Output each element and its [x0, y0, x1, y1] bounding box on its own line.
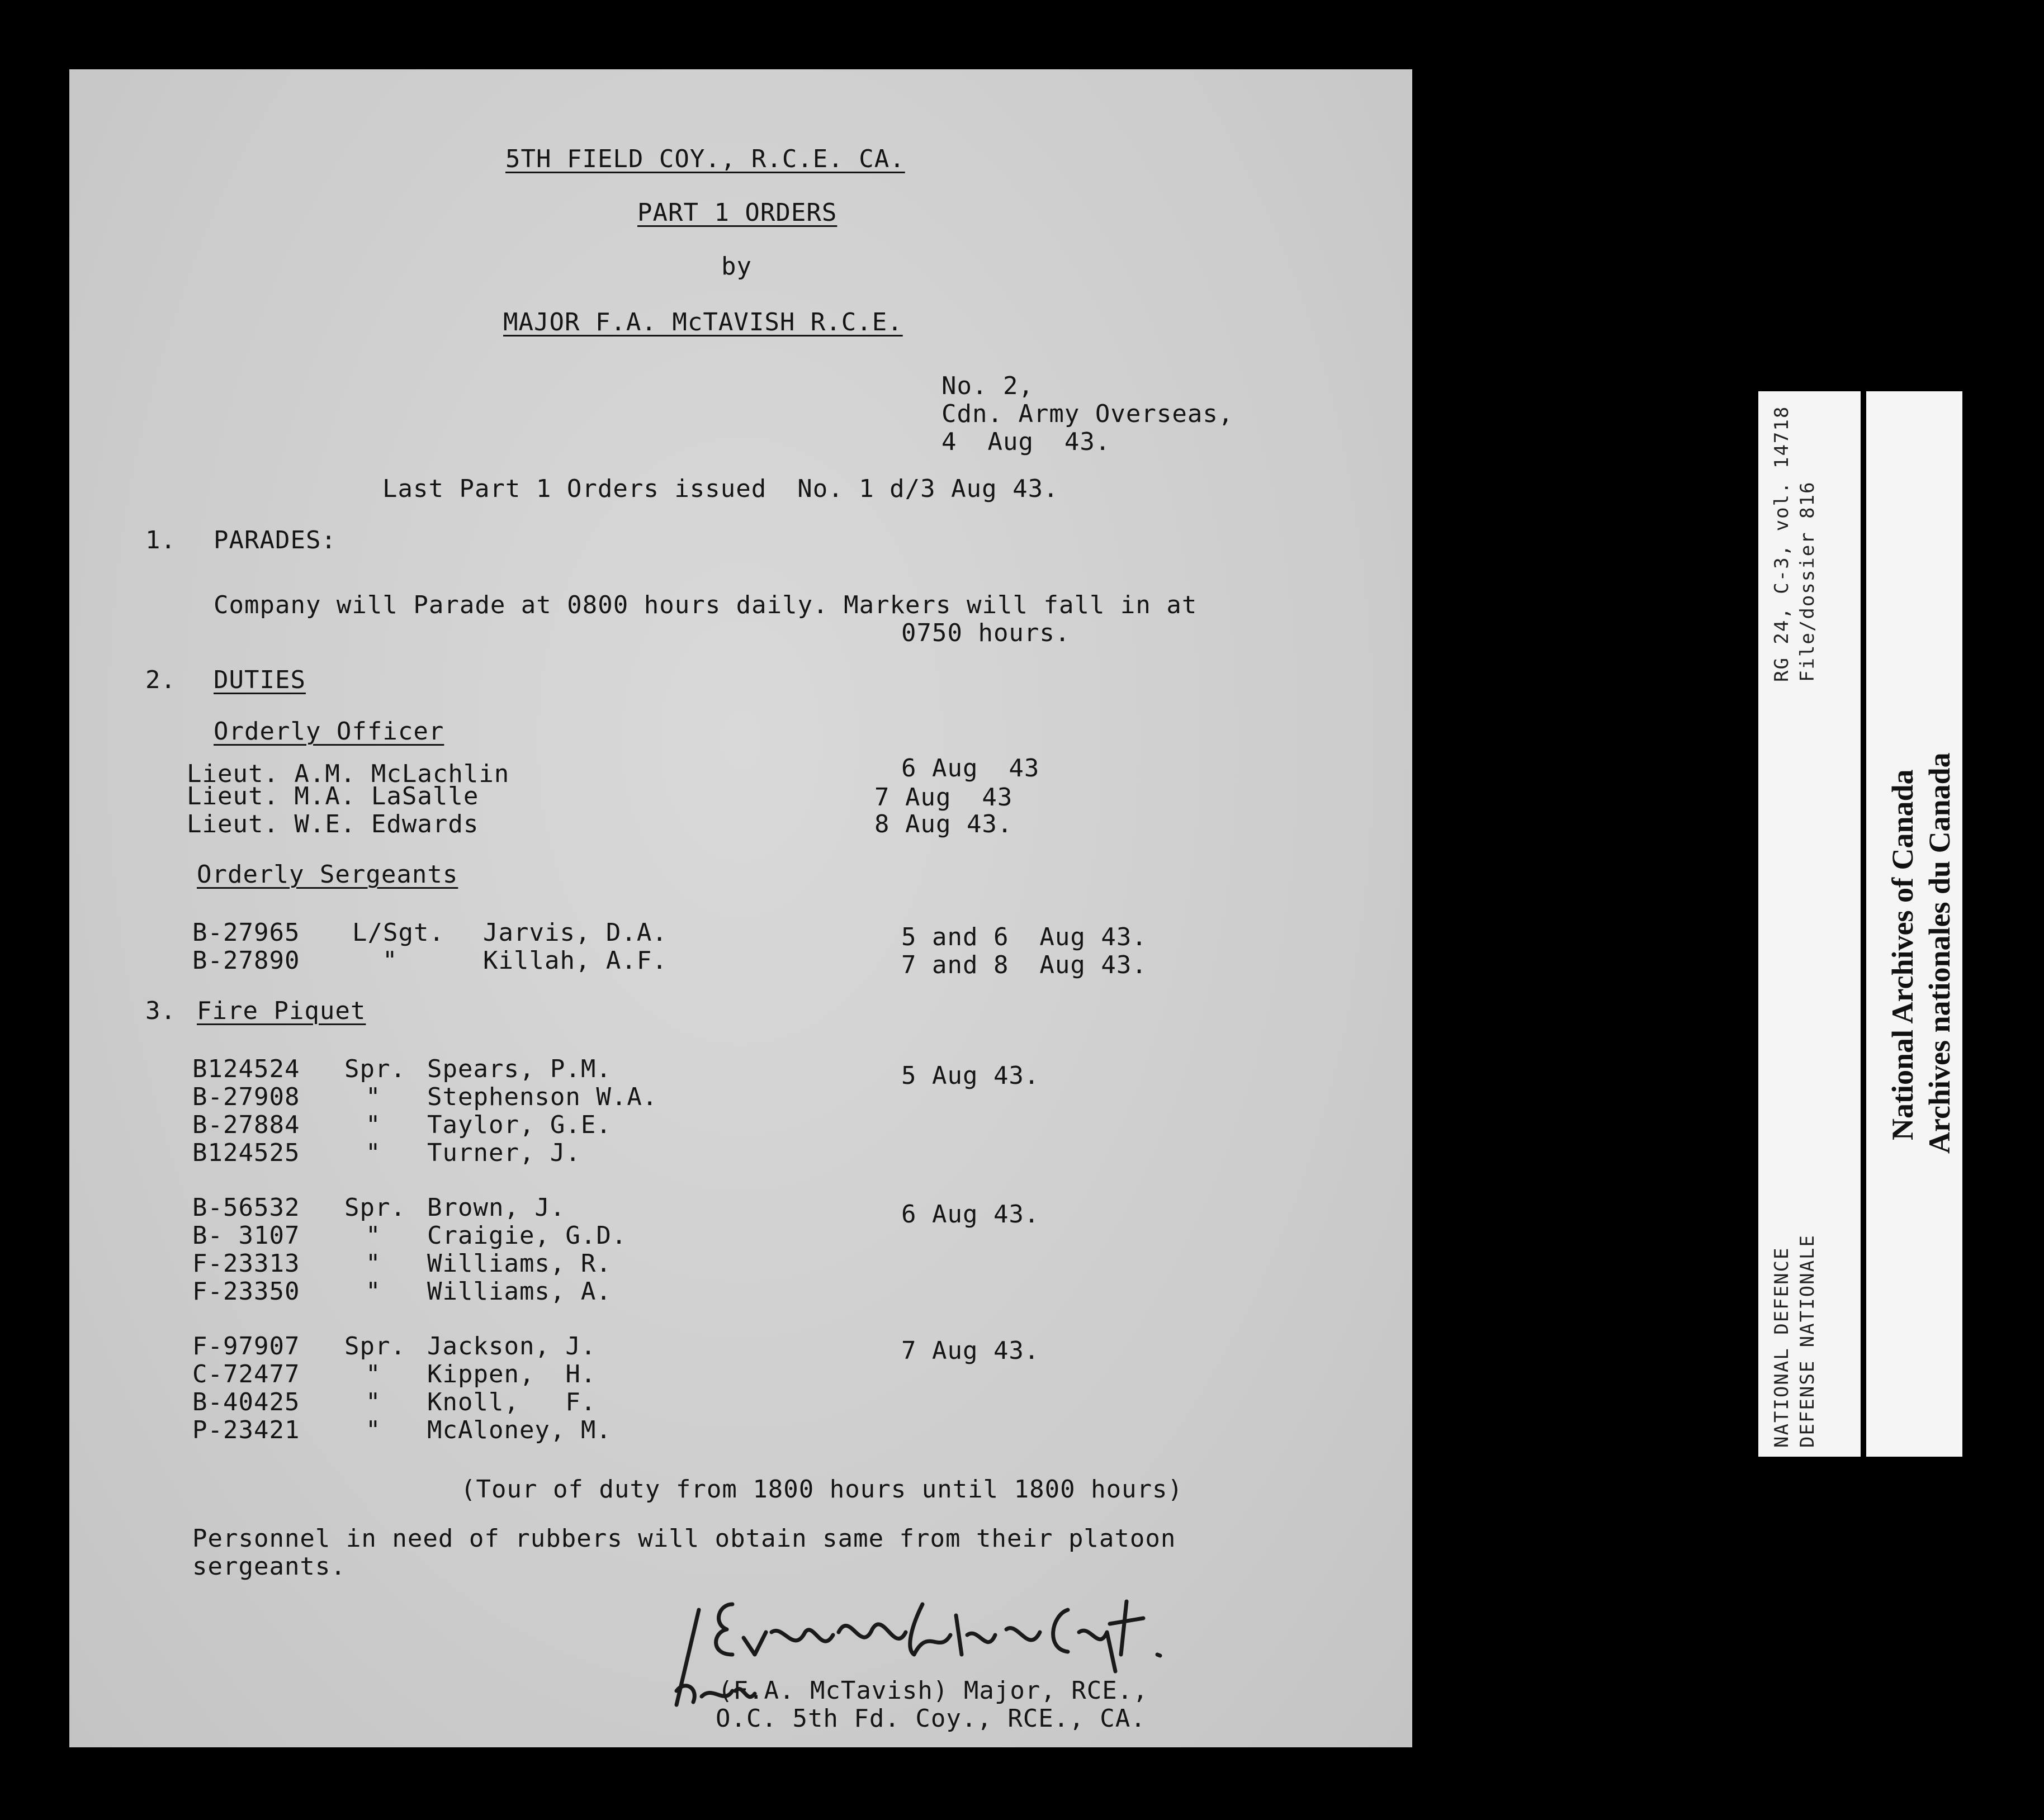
service-number: B- 3107 — [192, 1221, 300, 1250]
order-date: 4 Aug 43. — [941, 428, 1111, 456]
duty-date: 7 and 8 Aug 43. — [901, 951, 1147, 979]
service-number: F-23313 — [192, 1249, 300, 1278]
order-number: No. 2, — [941, 372, 1034, 400]
orders-title: PART 1 ORDERS — [637, 198, 838, 227]
officer-name: Lieut. A.M. McLachlin — [187, 760, 510, 788]
sapper-name: Taylor, G.E. — [427, 1111, 612, 1139]
unit-heading: 5TH FIELD COY., R.C.E. CA. — [505, 145, 905, 173]
sapper-name: Turner, J. — [427, 1139, 581, 1167]
rank: " — [366, 1111, 381, 1139]
duty-date: 5 Aug 43. — [901, 1061, 1040, 1090]
service-number: C-72477 — [192, 1360, 300, 1388]
last-orders-line: Last Part 1 Orders issued No. 1 d/3 Aug 43. — [382, 475, 1059, 503]
orderly-officer-heading: Orderly Officer — [214, 717, 444, 746]
officer-name: Lieut. M.A. LaSalle — [187, 782, 479, 811]
orderly-sergeants-heading: Orderly Sergeants — [197, 860, 458, 889]
signature-title-line: O.C. 5th Fd. Coy., RCE., CA. — [716, 1704, 1146, 1733]
parades-text: Company will Parade at 0800 hours daily. Markers will fall in at — [214, 591, 1198, 619]
service-number: B-27884 — [192, 1111, 300, 1139]
officer-heading: MAJOR F.A. McTAVISH R.C.E. — [503, 308, 903, 336]
sergeant-name: Killah, A.F. — [483, 946, 668, 975]
sapper-name: McAloney, M. — [427, 1416, 612, 1444]
parades-text: 0750 hours. — [901, 619, 1071, 647]
duty-date: 7 Aug 43 — [874, 783, 1013, 812]
sergeant-name: Jarvis, D.A. — [483, 918, 668, 947]
handwritten-signature — [593, 1571, 1308, 1716]
service-number: B-27890 — [192, 946, 300, 975]
archive-name-fr: Archives nationales du Canada — [1923, 752, 1956, 1154]
sapper-name: Craigie, G.D. — [427, 1221, 627, 1250]
service-number: B-40425 — [192, 1388, 300, 1416]
sapper-name: Spears, P.M. — [427, 1055, 612, 1083]
service-number: F-23350 — [192, 1277, 300, 1306]
rank: Spr. — [344, 1332, 406, 1361]
by-line: by — [721, 252, 752, 281]
rank: " — [366, 1360, 381, 1388]
sapper-name: Knoll, F. — [427, 1388, 597, 1416]
rank: " — [366, 1277, 381, 1306]
rank: " — [366, 1139, 381, 1167]
duties-heading: DUTIES — [214, 666, 306, 694]
signature-name-line: (F.A. McTavish) Major, RCE., — [718, 1676, 1148, 1705]
rubbers-note: sergeants. — [192, 1552, 346, 1581]
parades-heading: PARADES: — [214, 526, 337, 554]
rank: " — [366, 1388, 381, 1416]
rank: Spr. — [344, 1055, 406, 1083]
sapper-name: Williams, A. — [427, 1277, 612, 1306]
rank: Spr. — [344, 1193, 406, 1222]
archive-label-reference — [1758, 391, 1861, 1457]
rank: " — [366, 1221, 381, 1250]
sapper-name: Jackson, J. — [427, 1332, 597, 1361]
rank: " — [366, 1416, 381, 1444]
rank: " — [382, 946, 398, 975]
archive-name-en: National Archives of Canada — [1886, 769, 1919, 1140]
fire-piquet-heading: Fire Piquet — [197, 997, 366, 1025]
sapper-name: Williams, R. — [427, 1249, 612, 1278]
section-number: 3. — [145, 997, 176, 1025]
service-number: B-27908 — [192, 1083, 300, 1111]
rank: " — [366, 1083, 381, 1111]
rank: L/Sgt. — [352, 918, 444, 947]
service-number: P-23421 — [192, 1416, 300, 1444]
duty-date: 6 Aug 43 — [901, 754, 1040, 783]
order-location: Cdn. Army Overseas, — [941, 400, 1234, 428]
tour-of-duty-note: (Tour of duty from 1800 hours until 1800 hours) — [461, 1475, 1184, 1504]
archive-department: NATIONAL DEFENCE — [1771, 1246, 1793, 1448]
archive-reference: RG 24, C-3, vol. 14718 — [1771, 405, 1793, 682]
document-page — [69, 69, 1412, 1747]
sapper-name: Stephenson W.A. — [427, 1083, 658, 1111]
service-number: B-27965 — [192, 918, 300, 947]
rank: " — [366, 1249, 381, 1278]
duty-date: 5 and 6 Aug 43. — [901, 923, 1147, 951]
officer-name: Lieut. W.E. Edwards — [187, 810, 479, 838]
sapper-name: Brown, J. — [427, 1193, 566, 1222]
rubbers-note: Personnel in need of rubbers will obtain same from their platoon — [192, 1524, 1176, 1553]
section-number: 2. — [145, 666, 176, 694]
sapper-name: Kippen, H. — [427, 1360, 597, 1388]
duty-date: 6 Aug 43. — [901, 1200, 1040, 1229]
service-number: B124524 — [192, 1055, 300, 1083]
service-number: B124525 — [192, 1139, 300, 1167]
duty-date: 7 Aug 43. — [901, 1336, 1040, 1365]
service-number: B-56532 — [192, 1193, 300, 1222]
service-number: F-97907 — [192, 1332, 300, 1361]
archive-label-institution — [1866, 391, 1962, 1457]
archive-file: File/dossier 816 — [1796, 481, 1819, 682]
duty-date: 8 Aug 43. — [874, 810, 1013, 838]
section-number: 1. — [145, 526, 176, 554]
archive-department-fr: DEFENSE NATIONALE — [1796, 1234, 1819, 1448]
